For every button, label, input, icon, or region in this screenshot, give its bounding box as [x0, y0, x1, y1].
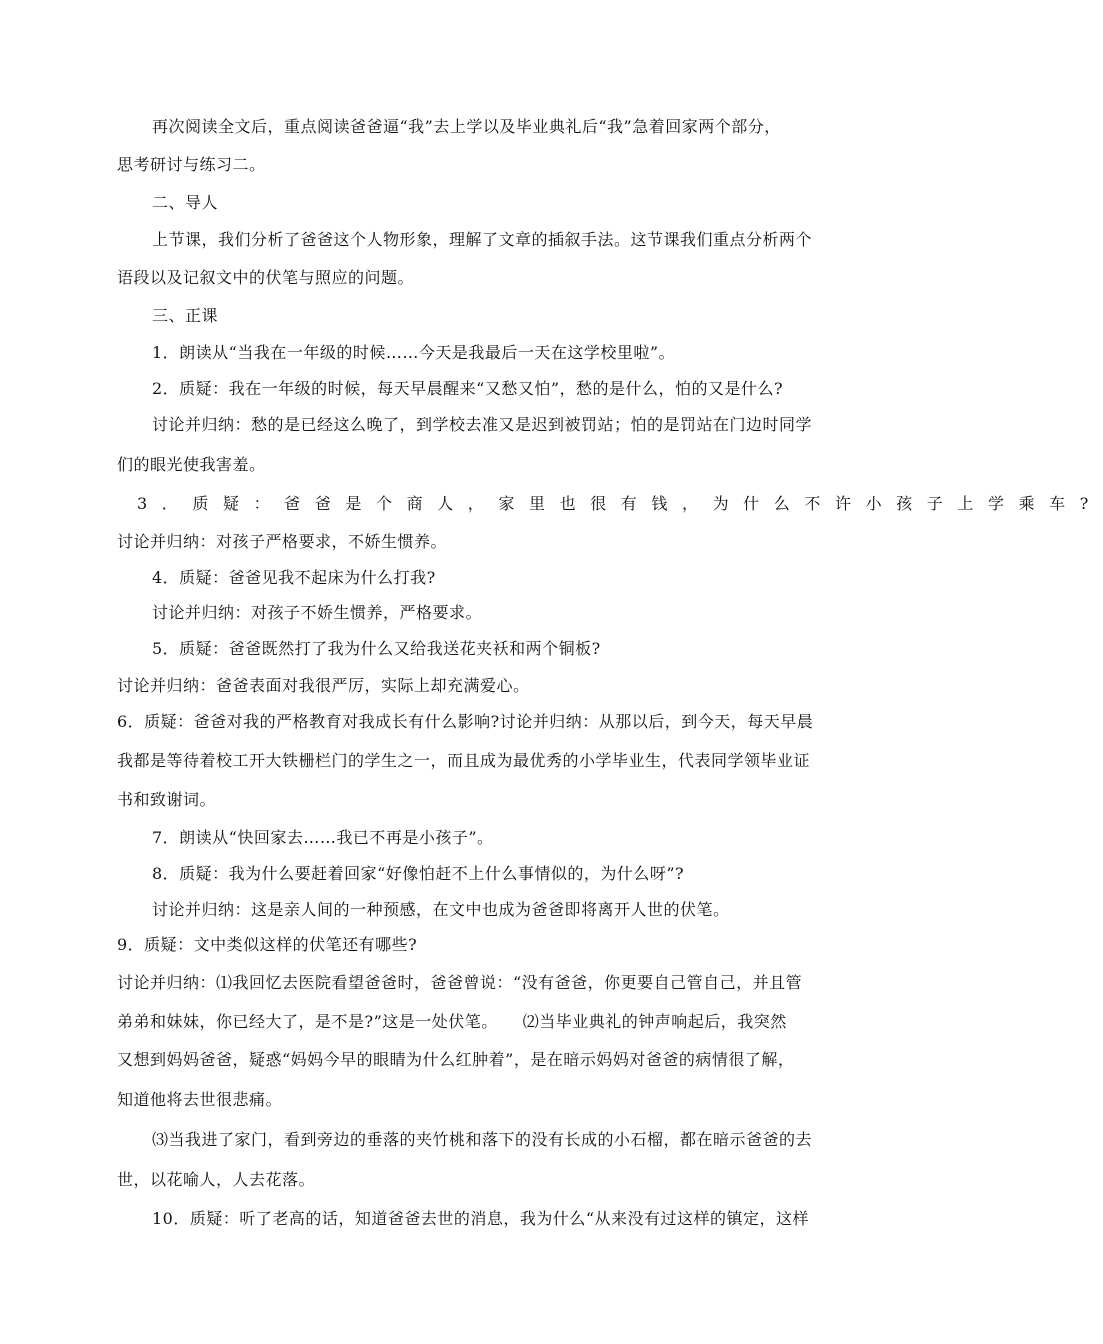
- list-item: 3．质疑：爸爸是个商人，家里也很有钱，为什么不许小孩子上学乘车?: [137, 494, 1103, 513]
- paragraph-line: 再次阅读全文后，重点阅读爸爸逼“我”去上学以及毕业典礼后“我”急着回家两个部分，: [152, 117, 781, 136]
- list-item: 10．质疑：听了老高的话，知道爸爸去世的消息，我为什么“从来没有过这样的镇定，这样: [152, 1209, 810, 1228]
- section-heading: 二、导人: [152, 193, 219, 212]
- list-item: 8．质疑：我为什么要赶着回家“好像怕赶不上什么事情似的，为什么呀”?: [152, 864, 685, 883]
- paragraph-line: ⑶当我进了家门，看到旁边的垂落的夹竹桃和落下的没有长成的小石榴，都在暗示爸爸的去: [152, 1130, 813, 1149]
- paragraph-line: 语段以及记叙文中的伏笔与照应的问题。: [117, 268, 415, 287]
- list-item: 4．质疑：爸爸见我不起床为什么打我?: [152, 568, 436, 587]
- paragraph-line: 知道他将去世很悲痛。: [117, 1090, 283, 1109]
- paragraph-line: 我都是等待着校工开大铁栅栏门的学生之一，而且成为最优秀的小学毕业生，代表同学领毕业证: [117, 751, 811, 770]
- paragraph-line: 书和致谢词。: [117, 790, 217, 809]
- paragraph-line: 思考研讨与练习二。: [117, 155, 266, 174]
- paragraph-line: 们的眼光使我害羞。: [117, 455, 266, 474]
- paragraph-line: 讨论并归纳：这是亲人间的一种预感，在文中也成为爸爸即将离开人世的伏笔。: [152, 900, 730, 919]
- paragraph-line: 讨论并归纳：爸爸表面对我很严厉，实际上却充满爱心。: [117, 676, 530, 695]
- list-item: 5．质疑：爸爸既然打了我为什么又给我送花夹袄和两个铜板?: [152, 639, 601, 658]
- list-item: 7．朗读从“快回家去……我已不再是小孩子”。: [152, 828, 494, 847]
- paragraph-line: 讨论并归纳：⑴我回忆去医院看望爸爸时，爸爸曾说：“没有爸爸，你更要自己管自己，并且管: [117, 973, 803, 992]
- paragraph-line: 讨论并归纳：对孩子严格要求，不娇生惯养。: [117, 532, 448, 551]
- paragraph-line: 讨论并归纳：愁的是已经这么晚了，到学校去准又是迟到被罚站；怕的是罚站在门边时同学: [152, 415, 813, 434]
- list-item: 1．朗读从“当我在一年级的时候……今天是我最后一天在这学校里啦”。: [152, 343, 676, 362]
- list-item: 6．质疑：爸爸对我的严格教育对我成长有什么影响?讨论并归纳：从那以后，到今天，每天早晨: [117, 712, 814, 731]
- paragraph-line: 弟弟和妹妹，你已经大了，是不是?”这是一处伏笔。 ⑵当毕业典礼的钟声响起后，我突然: [117, 1012, 787, 1031]
- paragraph-line: 又想到妈妈爸爸，疑惑“妈妈今早的眼睛为什么红肿着”，是在暗示妈妈对爸爸的病情很了解，: [117, 1050, 795, 1069]
- paragraph-line: 世，以花喻人，人去花落。: [117, 1170, 316, 1189]
- paragraph-line: 上节课，我们分析了爸爸这个人物形象，理解了文章的插叙手法。这节课我们重点分析两个: [152, 230, 813, 249]
- list-item: 9．质疑：文中类似这样的伏笔还有哪些?: [117, 935, 418, 954]
- list-item: 2．质疑：我在一年级的时候，每天早晨醒来“又愁又怕”，愁的是什么，怕的又是什么?: [152, 379, 784, 398]
- paragraph-line: 讨论并归纳：对孩子不娇生惯养，严格要求。: [152, 603, 483, 622]
- section-heading: 三、正课: [152, 306, 219, 325]
